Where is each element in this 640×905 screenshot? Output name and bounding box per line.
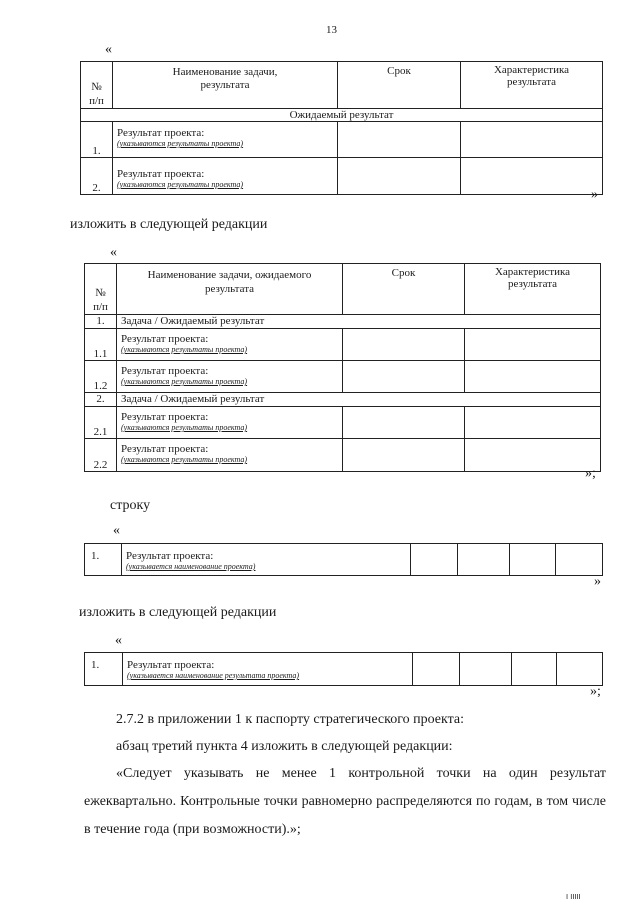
table2-header-name: Наименование задачи, ожидаемого результата: [117, 264, 343, 315]
para-abzac: абзац третий пункта 4 изложить в следующей редакции:: [116, 739, 453, 754]
table2-row21-term: [343, 407, 465, 439]
para-quote-control-points: «Следует указывать не менее 1 контрольной точки на один результат ежеквартально. Контрольные точки равномерно распределяются по годам, в том числе в течение года (при возможности).»;: [84, 766, 606, 837]
quote-open-4: «: [115, 633, 122, 648]
table3-label: Результат проекта:: [126, 550, 214, 562]
table1-row1-term: [338, 122, 461, 158]
table-row: [85, 439, 601, 472]
table4-cell-5: [512, 653, 557, 686]
table3-note: (указывается наименование проекта): [126, 562, 256, 571]
table-1-original: [80, 61, 603, 195]
page-number: 13: [326, 24, 337, 36]
table3-cell-4: [458, 544, 510, 576]
table1-row1-num: 1.: [81, 122, 113, 158]
table3-cell-6: [556, 544, 603, 576]
quote-open-1: «: [105, 42, 112, 57]
table-4-revised-row: [84, 652, 603, 686]
table2-row12-label: Результат проекта:: [121, 365, 209, 377]
table4-cell-3: [413, 653, 460, 686]
table1-row1-note: (указываются результаты проекта): [117, 139, 244, 148]
table2-row11-note: (указываются результаты проекта): [121, 345, 248, 354]
footer-code: I IIIII: [566, 893, 581, 901]
table2-row11-num: 1.1: [85, 329, 117, 361]
quote-close-1: »: [591, 187, 598, 202]
table2-task1-label: Задача / Ожидаемый результат: [117, 315, 601, 329]
table2-row22-term: [343, 439, 465, 472]
table-row: [81, 122, 603, 158]
table2-row21-note: (указываются результаты проекта): [121, 423, 248, 432]
table4-note: (указывается наименование результата проекта): [127, 671, 300, 680]
table1-section-expected: Ожидаемый результат: [81, 109, 603, 122]
table-row: [85, 329, 601, 361]
quote-open-3: «: [113, 523, 120, 538]
table1-row2-note: (указываются результаты проекта): [117, 180, 244, 189]
quote-close-3: »: [594, 574, 601, 589]
para-2-7-2: 2.7.2 в приложении 1 к паспорту стратегического проекта:: [116, 712, 464, 727]
table1-header-name: Наименование задачи, результата: [113, 62, 338, 109]
table2-row22-note: (указываются результаты проекта): [121, 455, 248, 464]
table2-row11-char: [465, 329, 601, 361]
table1-row2-term: [338, 158, 461, 195]
table2-row21-char: [465, 407, 601, 439]
table4-num: 1.: [85, 653, 123, 686]
table3-cell-3: [411, 544, 458, 576]
table1-row2-num: 2.: [81, 158, 113, 195]
table2-row12-num: 1.2: [85, 361, 117, 393]
table2-header-char: Характеристика результата: [465, 264, 601, 315]
quote-open-2: «: [110, 245, 117, 260]
table2-row21-num: 2.1: [85, 407, 117, 439]
table4-cell-4: [460, 653, 512, 686]
table-row: [85, 361, 601, 393]
table3-cell-5: [510, 544, 556, 576]
table2-row11-label: Результат проекта:: [121, 333, 209, 345]
table2-row21-label: Результат проекта:: [121, 411, 209, 423]
table4-label: Результат проекта:: [127, 659, 215, 671]
table2-header-term: Срок: [343, 264, 465, 315]
table3-num: 1.: [85, 544, 122, 576]
table1-header-term: Срок: [338, 62, 461, 109]
table2-header-num: № п/п: [85, 264, 117, 315]
quote-close-2: »;: [585, 466, 596, 481]
table2-row22-char: [465, 439, 601, 472]
text-row: строку: [110, 498, 151, 513]
table1-header-num: № п/п: [81, 62, 113, 109]
table2-task2-label: Задача / Ожидаемый результат: [117, 393, 601, 407]
table-row: [81, 158, 603, 195]
table2-task2-num: 2.: [85, 393, 117, 407]
text-replace-2: изложить в следующей редакции: [79, 605, 277, 620]
table-row: [85, 407, 601, 439]
table1-row1-char: [461, 122, 603, 158]
table2-row11-term: [343, 329, 465, 361]
table1-header-char: Характеристика результата: [461, 62, 603, 109]
table2-row22-label: Результат проекта:: [121, 443, 209, 455]
quote-close-4: »;: [590, 684, 601, 699]
text-replace-1: изложить в следующей редакции: [70, 217, 268, 232]
table2-row22-num: 2.2: [85, 439, 117, 472]
table1-row2-char: [461, 158, 603, 195]
table-3-original-row: [84, 543, 603, 576]
table1-row2-label: Результат проекта:: [117, 168, 205, 180]
table4-cell-6: [557, 653, 603, 686]
table2-row12-term: [343, 361, 465, 393]
table-2-revised: [84, 263, 601, 472]
table2-row12-char: [465, 361, 601, 393]
table1-row1-label: Результат проекта:: [117, 127, 205, 139]
table2-row12-note: (указываются результаты проекта): [121, 377, 248, 386]
table2-task1-num: 1.: [85, 315, 117, 329]
